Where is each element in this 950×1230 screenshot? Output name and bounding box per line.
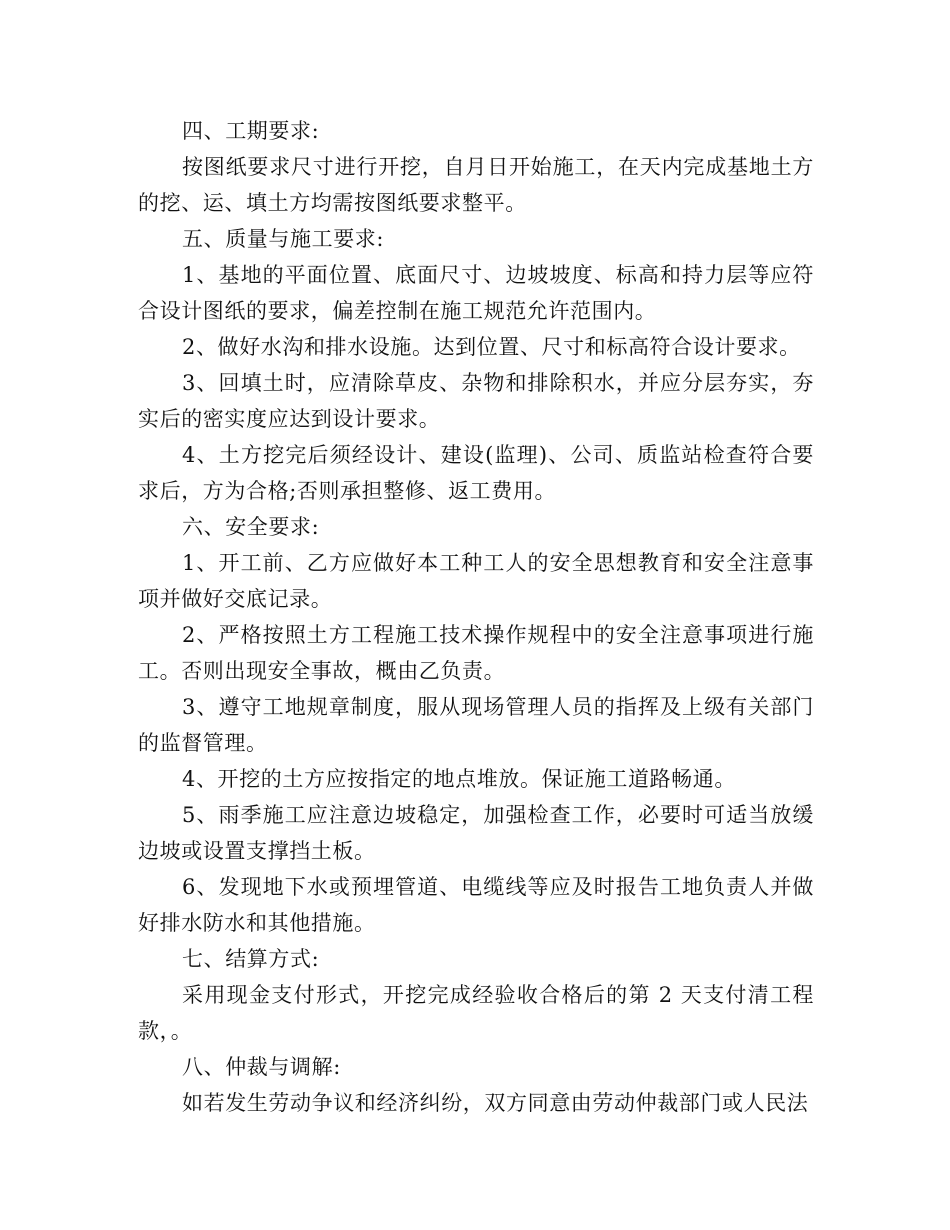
paragraph-settlement: 采用现金支付形式，开挖完成经验收合格后的第 2 天支付清工程款，。 — [138, 983, 814, 1043]
paragraph-arbitration: 如若发生劳动争议和经济纠纷，双方同意由劳动仲裁部门或人民法 — [182, 1091, 809, 1115]
paragraph-safety-5: 5、雨季施工应注意边坡稳定，加强检查工作，必要时可适当放缓边坡或设置支撑挡土板。 — [138, 803, 814, 863]
section-heading-schedule: 四、工期要求: — [182, 119, 320, 143]
paragraph-safety-6: 6、发现地下水或预埋管道、电缆线等应及时报告工地负责人并做好排水防水和其他措施。 — [138, 875, 814, 935]
paragraph-quality-4: 4、土方挖完后须经设计、建设(监理)、公司、质监站检查符合要求后，方为合格;否则承担整修、返工费用。 — [138, 443, 814, 503]
paragraph-safety-4: 4、开挖的土方应按指定的地点堆放。保证施工道路畅通。 — [182, 767, 736, 791]
section-heading-safety: 六、安全要求: — [182, 515, 320, 539]
section-heading-settlement: 七、结算方式: — [182, 947, 320, 971]
paragraph-quality-3: 3、回填土时，应清除草皮、杂物和排除积水，并应分层夯实，夯实后的密实度应达到设计要求。 — [138, 371, 814, 431]
paragraph-safety-3: 3、遵守工地规章制度，服从现场管理人员的指挥及上级有关部门的监督管理。 — [138, 695, 814, 755]
document-body — [138, 113, 814, 1121]
section-heading-arbitration: 八、仲裁与调解: — [182, 1055, 341, 1079]
paragraph-schedule: 按图纸要求尺寸进行开挖，自月日开始施工，在天内完成基地土方的挖、运、填土方均需按图纸要求整平。 — [138, 155, 814, 215]
section-heading-quality: 五、质量与施工要求: — [182, 227, 385, 251]
paragraph-quality-1: 1、基地的平面位置、底面尺寸、边坡坡度、标高和持力层等应符合设计图纸的要求，偏差控制在施工规范允许范围内。 — [138, 263, 814, 323]
paragraph-safety-2: 2、严格按照土方工程施工技术操作规程中的安全注意事项进行施工。否则出现安全事故，概由乙负责。 — [138, 623, 814, 683]
paragraph-quality-2: 2、做好水沟和排水设施。达到位置、尺寸和标高符合设计要求。 — [182, 335, 801, 359]
paragraph-safety-1: 1、开工前、乙方应做好本工种工人的安全思想教育和安全注意事项并做好交底记录。 — [138, 551, 814, 611]
